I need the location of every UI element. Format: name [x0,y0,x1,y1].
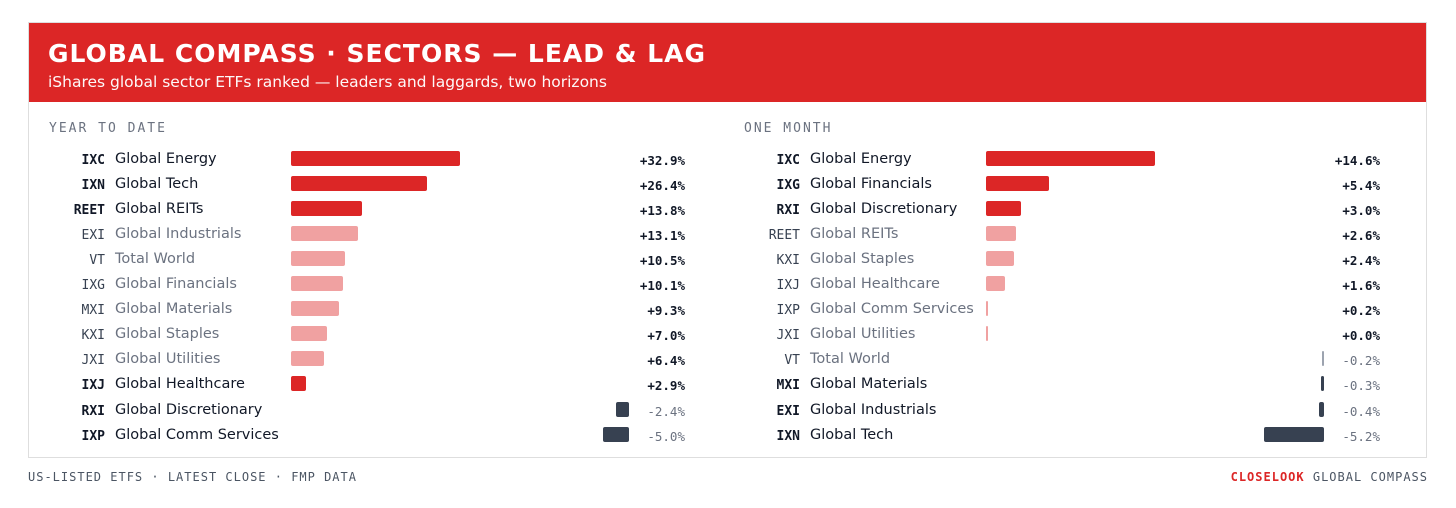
sector-name: Global Energy [115,151,217,167]
value-bar [291,151,460,166]
value-label: -5.2% [1342,428,1380,444]
value-label: +0.2% [1342,303,1380,319]
ticker-label: EXI [776,403,800,419]
ticker-label: IXN [776,428,800,444]
bar-row [29,424,689,449]
bar-row [29,399,689,424]
value-bar [986,201,1021,216]
sector-name: Global Industrials [810,401,937,418]
value-label: -0.2% [1342,353,1380,369]
panel-one-month [724,121,1380,451]
bar-row [724,323,1384,348]
sector-name: Global Discretionary [115,401,263,418]
value-label: -0.4% [1342,403,1380,419]
bar-row [29,373,689,398]
value-label: -2.4% [647,403,685,419]
ticker-label: IXC [776,153,800,168]
ticker-label: IXP [776,303,800,319]
bar-row [29,148,689,173]
sector-name: Global Staples [115,326,220,343]
sector-name: Global REITs [115,201,204,218]
value-label: +13.1% [639,228,685,244]
bar-row [724,298,1384,323]
sector-name: Global Utilities [810,326,916,343]
sector-name: Global Healthcare [115,376,245,393]
ticker-label: KXI [81,328,105,344]
ticker-label: IXN [81,178,105,194]
value-label: +3.0% [1342,203,1380,219]
sector-name: Global Tech [115,176,199,193]
ticker-label: IXG [81,278,105,294]
value-label: +10.1% [639,278,685,294]
bar-row [29,248,689,273]
value-label: -0.3% [1342,378,1380,394]
sector-name: Global Materials [810,376,928,393]
header-banner [29,23,1426,102]
ticker-label: MXI [776,378,800,394]
page-subtitle: iShares global sector ETFs ranked — leaders and laggards, two horizons [48,73,607,91]
value-bar [986,301,988,316]
sector-name: Total World [115,251,196,268]
value-label: +32.9% [639,153,685,168]
bar-row [724,273,1384,298]
bar-row [724,348,1384,373]
value-bar [986,176,1049,191]
bar-row [724,148,1384,173]
sector-name: Global Healthcare [810,276,940,293]
footer-source: US-LISTED ETFS · LATEST CLOSE · FMP DATA [28,470,357,484]
value-label: +6.4% [647,353,685,369]
bar-row [29,323,689,348]
bar-row [29,298,689,323]
page-title: GLOBAL COMPASS · SECTORS — LEAD & LAG [48,39,707,68]
value-label: +5.4% [1342,178,1380,194]
ticker-label: JXI [776,328,800,344]
ticker-label: EXI [81,228,105,244]
value-bar [291,351,324,366]
sector-name: Total World [810,351,891,368]
bar-row [724,399,1384,424]
sector-name: Global Utilities [115,351,221,368]
panel-year-to-date [29,121,685,451]
brand-suffix: GLOBAL COMPASS [1304,470,1428,484]
ticker-label: IXJ [81,378,105,394]
sector-name: Global Comm Services [810,301,974,318]
value-label: +2.9% [647,378,685,394]
value-bar [291,226,358,241]
ticker-label: VT [89,253,105,269]
ticker-label: IXJ [776,278,800,294]
bar-row [29,273,689,298]
ticker-label: IXP [81,428,105,444]
ticker-label: REET [73,203,105,219]
value-bar [986,251,1014,266]
value-bar [986,276,1005,291]
sector-name: Global Energy [810,151,912,167]
ticker-label: RXI [776,203,800,219]
value-bar [291,326,327,341]
ticker-label: VT [784,353,800,369]
sector-name: Global Industrials [115,226,242,243]
value-label: +9.3% [647,303,685,319]
sector-name: Global Staples [810,251,915,268]
bar-row [724,424,1384,449]
value-bar [291,201,362,216]
value-label: +7.0% [647,328,685,344]
chart-card [28,22,1427,458]
bar-row [724,198,1384,223]
sector-name: Global Discretionary [810,201,958,218]
value-label: -5.0% [647,428,685,444]
bar-row [29,198,689,223]
value-bar [291,176,427,191]
value-bar [291,276,343,291]
value-label: +14.6% [1334,153,1380,168]
bar-row [724,248,1384,273]
sector-name: Global Financials [115,276,237,293]
ticker-label: REET [768,228,800,244]
bar-row [29,173,689,198]
value-label: +26.4% [639,178,685,194]
value-label: +0.0% [1342,328,1380,344]
value-bar [291,301,339,316]
panel-title: YEAR TO DATE [49,121,167,136]
value-label: +2.4% [1342,253,1380,269]
bar-row [29,348,689,373]
bar-row [724,223,1384,248]
value-bar [291,376,306,391]
sector-name: Global Financials [810,176,932,193]
value-label: +13.8% [639,203,685,219]
value-label: +2.6% [1342,228,1380,244]
sector-name: Global Materials [115,301,233,318]
value-bar [986,326,988,341]
sector-name: Global Comm Services [115,426,279,443]
ticker-label: RXI [81,403,105,419]
bar-row [724,373,1384,398]
ticker-label: IXG [776,178,800,194]
value-label: +10.5% [639,253,685,269]
ticker-label: JXI [81,353,105,369]
bar-row [29,223,689,248]
brand-name: CLOSELOOK [1230,470,1305,484]
value-bar [986,226,1016,241]
panel-title: ONE MONTH [744,121,833,136]
bar-row [724,173,1384,198]
sector-name: Global REITs [810,226,899,243]
ticker-label: IXC [81,153,105,168]
ticker-label: KXI [776,253,800,269]
ticker-label: MXI [81,303,105,319]
sector-name: Global Tech [810,426,894,443]
footer-brand [1231,470,1428,484]
value-label: +1.6% [1342,278,1380,294]
value-bar [291,251,345,266]
value-bar [986,151,1155,166]
